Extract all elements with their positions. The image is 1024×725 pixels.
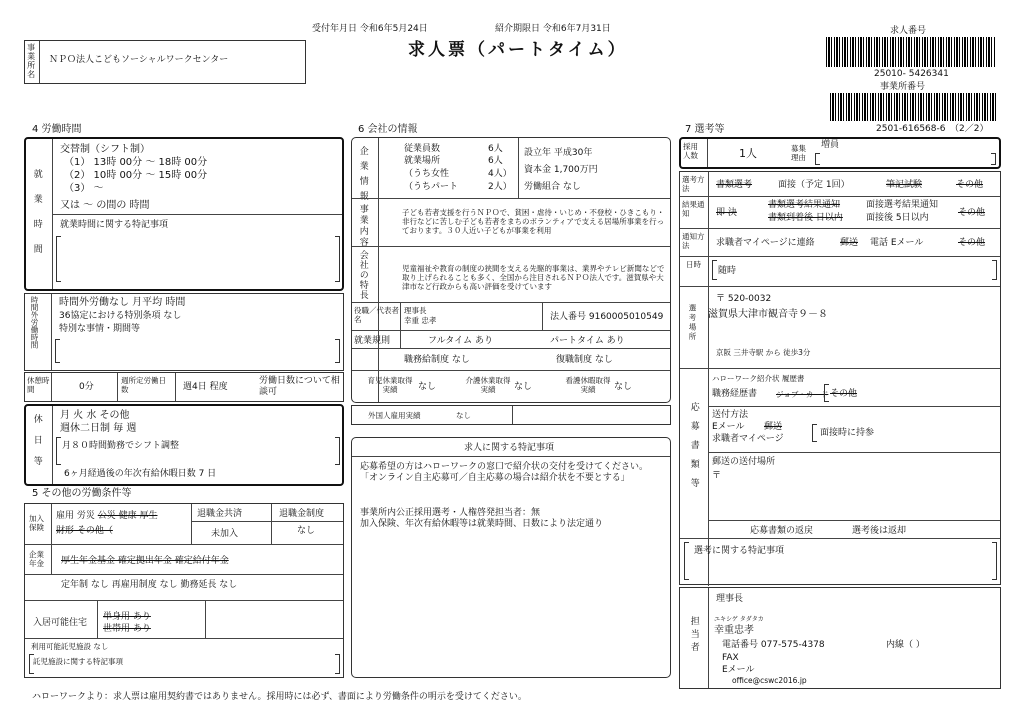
job-barcode: [826, 37, 996, 67]
job-number: 25010- 5426341: [874, 69, 949, 79]
weekdays-note: 労働日数について相談可: [259, 376, 340, 397]
office-number: 2501-616568-6: [876, 124, 946, 134]
or-hours: 又は 〜 の間の 時間: [60, 200, 150, 211]
docs-other: その他: [830, 389, 858, 399]
work-hours-box: [24, 137, 344, 291]
rules-label: 就業規則: [354, 336, 391, 346]
job-notes-2: 事業所内公正採用選考・人権啓発担当者：無 加入保険、年次有給休暇等は就業時間、日数により法定通り: [360, 508, 604, 529]
job-notes-1: 応募希望の方はハローワークの窓口で紹介状の交付を受けてください。 「オンライン自主応募可／自主応募の場合は紹介状を不要とする」: [360, 462, 649, 483]
result-interview-notice: 面接選考結果通知: [866, 200, 939, 210]
section-4-title: 4 労働時間: [32, 124, 82, 135]
other-conditions-box: [24, 503, 344, 678]
rep-label: 役職／代表者名: [354, 306, 399, 324]
insurance-struck: 公災 健康 厚生: [97, 511, 158, 521]
nursing-leave-label: 介護休業取得実績: [465, 376, 511, 394]
shift-3: （3） 〜: [64, 183, 104, 194]
received-date: 受付年月日 令和6年5月24日: [312, 24, 428, 34]
shift-type: 交替制（シフト制）: [60, 144, 150, 155]
result-interview-days: 面接後 5日以内: [866, 213, 929, 223]
insurance-types: [56, 511, 157, 522]
place-label: 選考場所: [688, 304, 697, 342]
notify-mail: 郵送: [840, 238, 859, 248]
feature-label: 会社の特長: [357, 250, 368, 300]
office-number-label: 事業所番号: [880, 82, 926, 92]
contact-phone: 電話番号 077-575-4378: [722, 640, 825, 650]
capital: 資本金 1,700万円: [524, 165, 598, 175]
selection-box: [679, 171, 1001, 585]
female-value: 4人）: [488, 169, 512, 179]
method-interview: 面接（予定 1回）: [778, 180, 850, 190]
contact-name: 幸重忠孝: [714, 625, 754, 636]
overtime-line3: 特別な事情・期間等: [59, 324, 141, 334]
notify-mypage: 求職者マイページに連絡: [716, 238, 815, 248]
section-6-title: 6 会社の情報: [358, 124, 418, 135]
site-value: 6人: [488, 156, 503, 166]
contact-box: [679, 587, 1001, 689]
office-label: 事業所名: [26, 43, 36, 79]
overtime-box: [24, 293, 344, 371]
referral-deadline: 紹介期限日 令和6年7月31日: [495, 24, 611, 34]
corp-number: 法人番号 9160005010549: [550, 312, 664, 322]
job-notes-box: [351, 437, 671, 678]
office-barcode: [830, 93, 996, 121]
method-other: その他: [956, 180, 984, 190]
method-doc: 書類選考: [716, 180, 753, 190]
pay-system: 職務給制度 なし: [404, 355, 470, 365]
nursing-leave-value: なし: [514, 382, 533, 392]
holiday-note: 月８０時間勤務でシフト調整: [62, 441, 180, 451]
childcare-facility: 利用可能託児施設 なし: [31, 642, 109, 651]
employees-label: 従業員数: [404, 144, 441, 154]
overtime-line2: 36協定における特別条項 なし: [59, 311, 182, 321]
reason-value: 増員: [821, 140, 840, 150]
foreign-box: [351, 405, 671, 425]
female-label: （うち女性: [404, 169, 450, 179]
retire-mutual-label: 退職金共済: [197, 509, 243, 519]
page-title: 求人票（パートタイム）: [408, 40, 628, 60]
holiday-box: [24, 404, 344, 486]
contact-email: office@cswc2016.jp: [732, 676, 807, 685]
retire-mutual-value: 未加入: [211, 529, 239, 539]
housing-label: 入居可能住宅: [33, 618, 88, 628]
retire-system-label: 退職金制度: [279, 509, 325, 519]
work-hours-label: 就業時間: [31, 169, 42, 269]
result-doc-days: 書類到着後 日以内: [768, 213, 843, 223]
company-info-box: [351, 137, 671, 403]
contact-title: 理事長: [716, 594, 744, 604]
employees-value: 6人: [488, 144, 503, 154]
docs-jobcard: ジョブ・カード: [776, 390, 829, 399]
contact-fax: FAX: [722, 653, 739, 663]
footer-note: ハローワークより：求人票は雇用契約書ではありません。採用時には必ず、書面により労働条件の明示を受けてください。: [32, 692, 527, 702]
office-name: ＮＰＯ法人こどもソーシャルワークセンター: [49, 55, 229, 65]
date-label: 日時: [686, 260, 701, 269]
place-address: 滋賀県大津市観音寺９－８: [708, 309, 828, 320]
nurse-leave-label: 看護休暇取得実績: [565, 376, 611, 394]
established: 設立年 平成30年: [524, 148, 593, 158]
result-other: その他: [958, 208, 986, 218]
housing-family: 世帯用 あり: [103, 624, 151, 634]
work-hours-special: 就業時間に関する特記事項: [60, 220, 169, 230]
send-mypage: 求職者マイページ: [712, 434, 784, 444]
part-label: （うちパート: [404, 182, 459, 192]
overtime-label: 時間外労働時間: [30, 296, 39, 349]
job-number-label: 求人番号: [890, 26, 927, 36]
part-value: 2人）: [488, 182, 512, 192]
insurance-label: 加入保険: [29, 514, 44, 532]
rep-name: 幸重 忠孝: [404, 316, 437, 325]
contact-email-label: Eメール: [722, 665, 755, 675]
place-zip: 〒 520-0032: [716, 294, 772, 304]
result-doc-notice: 書類選考結果通知: [768, 200, 841, 210]
insurance-active: 雇用 労災: [56, 511, 95, 521]
reinstate-system: 復職制度 なし: [556, 355, 613, 365]
retirement-line: 定年制 なし 再雇用制度 なし 勤務延長 なし: [61, 580, 238, 590]
place-station: 京阪 三井寺駅 から 徒歩3分: [716, 348, 811, 357]
childcare-leave-value: なし: [418, 382, 437, 392]
weekdays-label: 週所定労働日数: [121, 376, 166, 394]
hire-box: [679, 137, 1001, 169]
foreign-value: なし: [456, 411, 471, 420]
overtime-line1: 時間外労働なし 月平均 時間: [59, 297, 186, 308]
docs-intro: ハローワーク紹介状 履歴書: [712, 374, 805, 383]
send-mail: 郵送: [764, 422, 783, 432]
contact-kana: ユキシゲ タダタカ: [714, 616, 764, 623]
job-notes-title: 求人に関する特記事項: [464, 443, 555, 453]
page-indicator: （2／2）: [950, 124, 989, 134]
business-label: 事業内容: [357, 204, 368, 248]
office-box: [24, 40, 306, 84]
holiday-days: 月 火 水 その他: [60, 410, 130, 421]
notify-label: 通知方法: [682, 232, 705, 250]
rest-label: 休憩時間: [27, 376, 50, 394]
reason-label: 募集理由: [791, 144, 806, 162]
rep-title: 理事長: [404, 306, 427, 315]
feature-content: 児童福祉や教育の制度の狭間を支える先駆的事業は、業界やテレビ新聞などで取り上げられることも多く、全国から注目されるＮＰＯ法人です。滋賀県や大津市など行政からも高い評価を受けています: [402, 264, 665, 291]
childcare-leave-label: 育児休業取得実績: [367, 376, 413, 394]
insurance-struck-2: 財形 その他（: [56, 526, 113, 536]
method-label: 選考方法: [682, 175, 705, 193]
rest-box: [24, 372, 344, 402]
section-7-title: 7 選考等: [685, 124, 725, 135]
foreign-label: 外国人雇用実績: [368, 411, 421, 420]
rules-full: フルタイム あり: [428, 336, 493, 346]
notify-phone: 電話 Eメール: [870, 238, 924, 248]
pension-label: 企業年金: [29, 550, 44, 568]
childcare-note: 託児施設に関する特記事項: [33, 657, 123, 666]
site-label: 就業場所: [404, 156, 441, 166]
shift-1: （1） 13時 00分 〜 18時 00分: [64, 157, 208, 168]
housing-single: 単身用 あり: [103, 612, 151, 622]
docs-label: 応募書類等: [688, 402, 699, 497]
contact-extension: 内線（ ）: [886, 640, 925, 650]
company-info-label: 企業情報: [357, 146, 368, 206]
section-5-title: 5 その他の労働条件等: [32, 488, 132, 499]
result-immediate: 即 決: [716, 208, 737, 218]
paid-leave: 6ヶ月経過後の年次有給休暇日数 7 日: [64, 469, 217, 479]
contact-label: 担当者: [688, 616, 699, 655]
pension-types: 厚生年金基金 確定拠出年金 確定給付年金: [61, 556, 229, 566]
nurse-leave-value: なし: [614, 382, 633, 392]
rest-value: 0分: [79, 382, 94, 392]
return-value: 選考後は返却: [852, 526, 907, 536]
docs-resume: 職務経歴書: [712, 389, 758, 399]
business-content: 子ども若者支援を行うＮＰＯで、貧困・虐待・いじめ・不登校・ひきこもり・非行などに苦しむ子ども若者をまちのボランティアで支える居場所事業を行っております。３０人近い子どもが事業を利用: [402, 208, 665, 235]
return-label: 応募書類の返戻: [750, 526, 814, 536]
retire-system-value: なし: [297, 526, 316, 536]
rules-part: パートタイム あり: [550, 336, 625, 346]
selection-special: 選考に関する特記事項: [694, 546, 785, 556]
hire-label: 採用人数: [683, 142, 698, 160]
shift-2: （2） 10時 00分 〜 15時 00分: [64, 170, 208, 181]
notify-other: その他: [958, 238, 986, 248]
holiday-system: 週休二日制 毎 週: [60, 423, 137, 434]
method-written: 筆記試験: [886, 180, 923, 190]
mail-place-zip: 〒: [712, 471, 722, 481]
result-label: 結果通知: [682, 200, 705, 218]
weekdays-value: 週4日 程度: [183, 382, 228, 392]
send-email: Eメール: [712, 422, 745, 432]
date-value: 随時: [718, 266, 737, 276]
send-note: 面接時に持参: [820, 428, 875, 438]
mail-place-label: 郵送の送付場所: [712, 457, 776, 467]
union: 労働組合 なし: [524, 182, 581, 192]
holiday-label: 休日等: [31, 414, 42, 477]
hire-count: 1人: [739, 147, 757, 160]
send-label: 送付方法: [712, 410, 749, 420]
